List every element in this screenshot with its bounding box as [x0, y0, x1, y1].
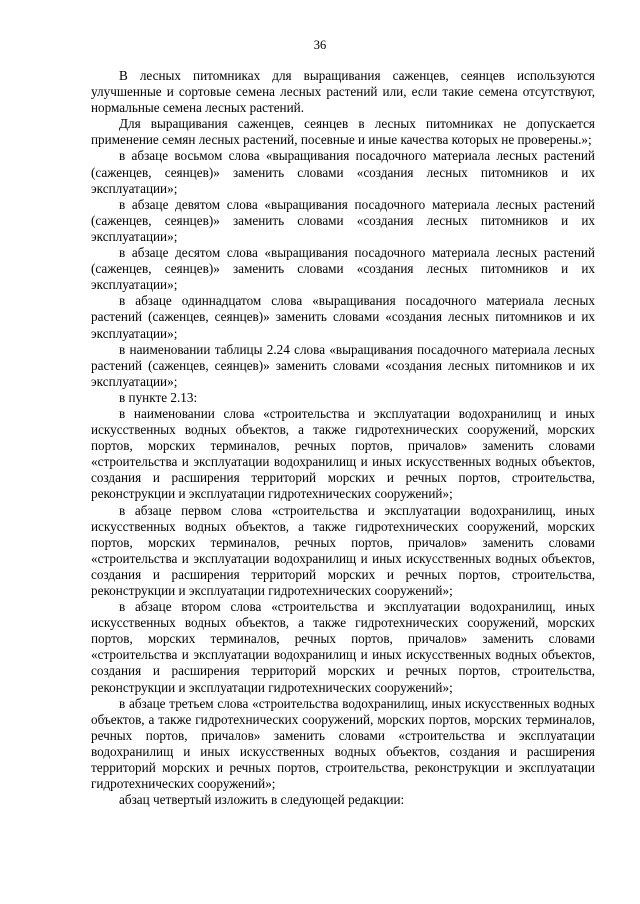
paragraph: в абзаце одиннадцатом слова «выращивания посадочного материала лесных растений (саженцев, сеянцев)» заменить словами «создания лесных питомников и их эксплуатации»; — [91, 293, 595, 341]
paragraph: в абзаце десятом слова «выращивания посадочного материала лесных растений (саженцев, сеянцев)» заменить словами «создания лесных питомников и их эксплуатации»; — [91, 245, 595, 293]
paragraph: абзац четвертый изложить в следующей редакции: — [119, 792, 405, 808]
paragraph: в абзаце втором слова «строительства и эксплуатации водохранилищ, иных искусственных водных объектов, а также гидротехнических сооружений, морских портов, морских терминалов, речных портов, причалов» заменить словами «строительства и эксплуатации водохранилищ и иных искусственных водных объектов, создания и расширения территорий морских и речных портов, строительства, реконструкции и эксплуатации гидротехнических сооружений»; — [91, 599, 595, 695]
page-number: 36 — [313, 38, 327, 52]
paragraph: В лесных питомниках для выращивания саженцев, сеянцев используются улучшенные и сортовые семена лесных растений или, если такие семена отсутствуют, нормальные семена лесных растений. — [91, 68, 595, 116]
paragraph: в абзаце третьем слова «строительства водохранилищ, иных искусственных водных объектов, а также гидротехнических сооружений, морских портов, морских терминалов, речных портов, причалов» заменить словами «строительства и эксплуатации водохранилищ и иных искусственных водных объектов, создания и расширения территорий морских и речных портов, строительства, реконструкции и эксплуатации гидротехнических сооружений»; — [91, 695, 595, 792]
paragraph: в абзаце девятом слова «выращивания посадочного материала лесных растений (саженцев, сеянцев)» заменить словами «создания лесных питомников и их эксплуатации»; — [91, 196, 595, 244]
paragraph: в пункте 2.13: — [119, 389, 198, 405]
paragraph: в абзаце первом слова «строительства и эксплуатации водохранилищ, иных искусственных водных объектов, а также гидротехнических сооружений, морских портов, морских терминалов, речных портов, причалов» заменить словами «строительства и эксплуатации водохранилищ и иных искусственных водных объектов, создания и расширения территорий морских и речных портов, строительства, реконструкции и эксплуатации гидротехнических сооружений»; — [91, 502, 595, 598]
paragraph: Для выращивания саженцев, сеянцев в лесных питомниках не допускается применение семян лесных растений, посевные и иные качества которых не проверены.»; — [91, 116, 595, 148]
document-body — [91, 68, 595, 808]
paragraph: в абзаце восьмом слова «выращивания посадочного материала лесных растений (саженцев, сеянцев)» заменить словами «создания лесных питомников и их эксплуатации»; — [91, 148, 595, 196]
paragraph: в наименовании таблицы 2.24 слова «выращивания посадочного материала лесных растений (саженцев, сеянцев)» заменить словами «создания лесных питомников и их эксплуатации»; — [91, 341, 595, 389]
paragraph: в наименовании слова «строительства и эксплуатации водохранилищ и иных искусственных водных объектов, а также гидротехнических сооружений, морских портов, морских терминалов, речных портов, причалов» заменить словами «строительства и эксплуатации водохранилищ и иных искусственных водных объектов, создания и расширения территорий морских и речных портов, строительства, реконструкции и эксплуатации гидротехнических сооружений»; — [91, 405, 595, 502]
